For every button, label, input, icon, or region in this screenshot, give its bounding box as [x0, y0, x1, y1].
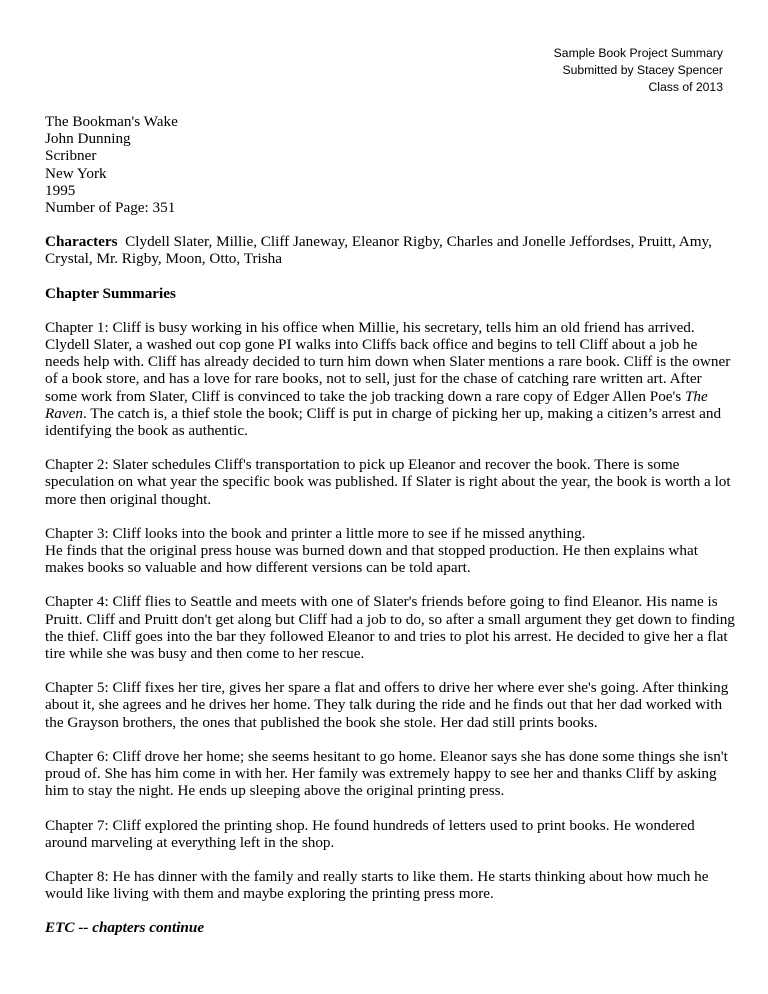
chapter-3-summary [45, 525, 735, 577]
chapter-8-summary: Chapter 8: He has dinner with the family and really starts to like them. He starts thinking about how much he would like living with them and maybe exploring the printing press more. [45, 867, 709, 903]
header-project-title: Sample Book Project Summary [553, 46, 723, 60]
chapter-2-summary: Chapter 2: Slater schedules Cliff's transportation to pick up Eleanor and recover the book. There is some speculation on what year the specific book was published. If Slater is right about the year, the book is worth a lot more then original thought. [45, 456, 731, 508]
book-year: 1995 [45, 181, 76, 199]
book-title: The Bookman's Wake [45, 113, 178, 130]
chapter-summaries-heading: Chapter Summaries [45, 284, 176, 302]
chapter-3-line-1: Chapter 3: Cliff looks into the book and printer a little more to see if he missed anything. [45, 524, 586, 542]
chapter-1-book-title: The Raven [45, 387, 708, 422]
chapter-1-text-b: . The catch is, a thief stole the book; Cliff is put in charge of picking her up, making a citizen’s arrest and identifying the book as authentic. [45, 404, 722, 440]
characters-section [45, 233, 735, 267]
book-publisher: Scribner [45, 147, 97, 165]
header-submitted-by: Submitted by Stacey Spencer [562, 63, 723, 77]
document-header [554, 45, 723, 96]
chapter-7-summary: Chapter 7: Cliff explored the printing shop. He found hundreds of letters used to print books. He wondered around marveling at everything left in the shop. [45, 816, 695, 851]
book-city: New York [45, 164, 107, 182]
book-pages: Number of Page: 351 [45, 199, 176, 217]
chapter-3-line-2: He finds that the original press house was burned down and that stopped production. He then explains what makes books so valuable and how different versions can be told apart. [45, 542, 698, 577]
characters-list: Clydell Slater, Millie, Cliff Janeway, Eleanor Rigby, Charles and Jonelle Jeffordses, Pruitt, Amy, Crystal, Mr. Rigby, Moon, Otto, Trisha [45, 233, 712, 268]
chapter-1-summary [45, 319, 735, 439]
header-class-year: Class of 2013 [648, 80, 723, 94]
document-body [45, 113, 735, 937]
chapter-1-text-a: Chapter 1: Cliff is busy working in his office when Millie, his secretary, tells him an old friend has arrived. Clydell Slater, a washed out cop gone PI walks into Cliffs back office and begins to tell Cliff about a job he needs help with. Cliff has already decided to turn him down when Slater mentions a rare book. Cliff is the owner of a book store, and has a love for rare books, not to sell, just for the chase of catching rare written art. After some work from Slater, Cliff is convinced to take the job tracking down a rare copy of Edger Allen Poe's [45, 318, 731, 405]
chapter-6-summary: Chapter 6: Cliff drove her home; she seems hesitant to go home. Eleanor says she has done some things she isn't proud of. She has him come in with her. Her family was extremely happy to see her and thanks Cliff by asking him to stay the night. He ends up sleeping above the original printing press. [45, 747, 728, 800]
chapter-4-summary: Chapter 4: Cliff flies to Seattle and meets with one of Slater's friends before going to find Eleanor. His name is Pruitt. Cliff and Pruitt don't get along but Cliff had a job to do, so after a small argument they get down to finding the thief. Cliff goes into the bar they followed Eleanor to and tries to plot his arrest. He decided to give her a flat tire while she was busy and then come to her rescue. [45, 593, 735, 663]
characters-label: Characters [45, 233, 118, 251]
etc-note: ETC -- chapters continue [45, 919, 205, 937]
chapter-5-summary: Chapter 5: Cliff fixes her tire, gives her spare a flat and offers to drive her where ever she's going. After thinking about it, she agrees and he drives her home. They talk during the ride and he finds out that her dad worked with the Grayson brothers, the ones that published the book she stole. Her dad still prints books. [45, 679, 729, 731]
book-author: John Dunning [45, 130, 131, 148]
book-info [45, 113, 735, 216]
